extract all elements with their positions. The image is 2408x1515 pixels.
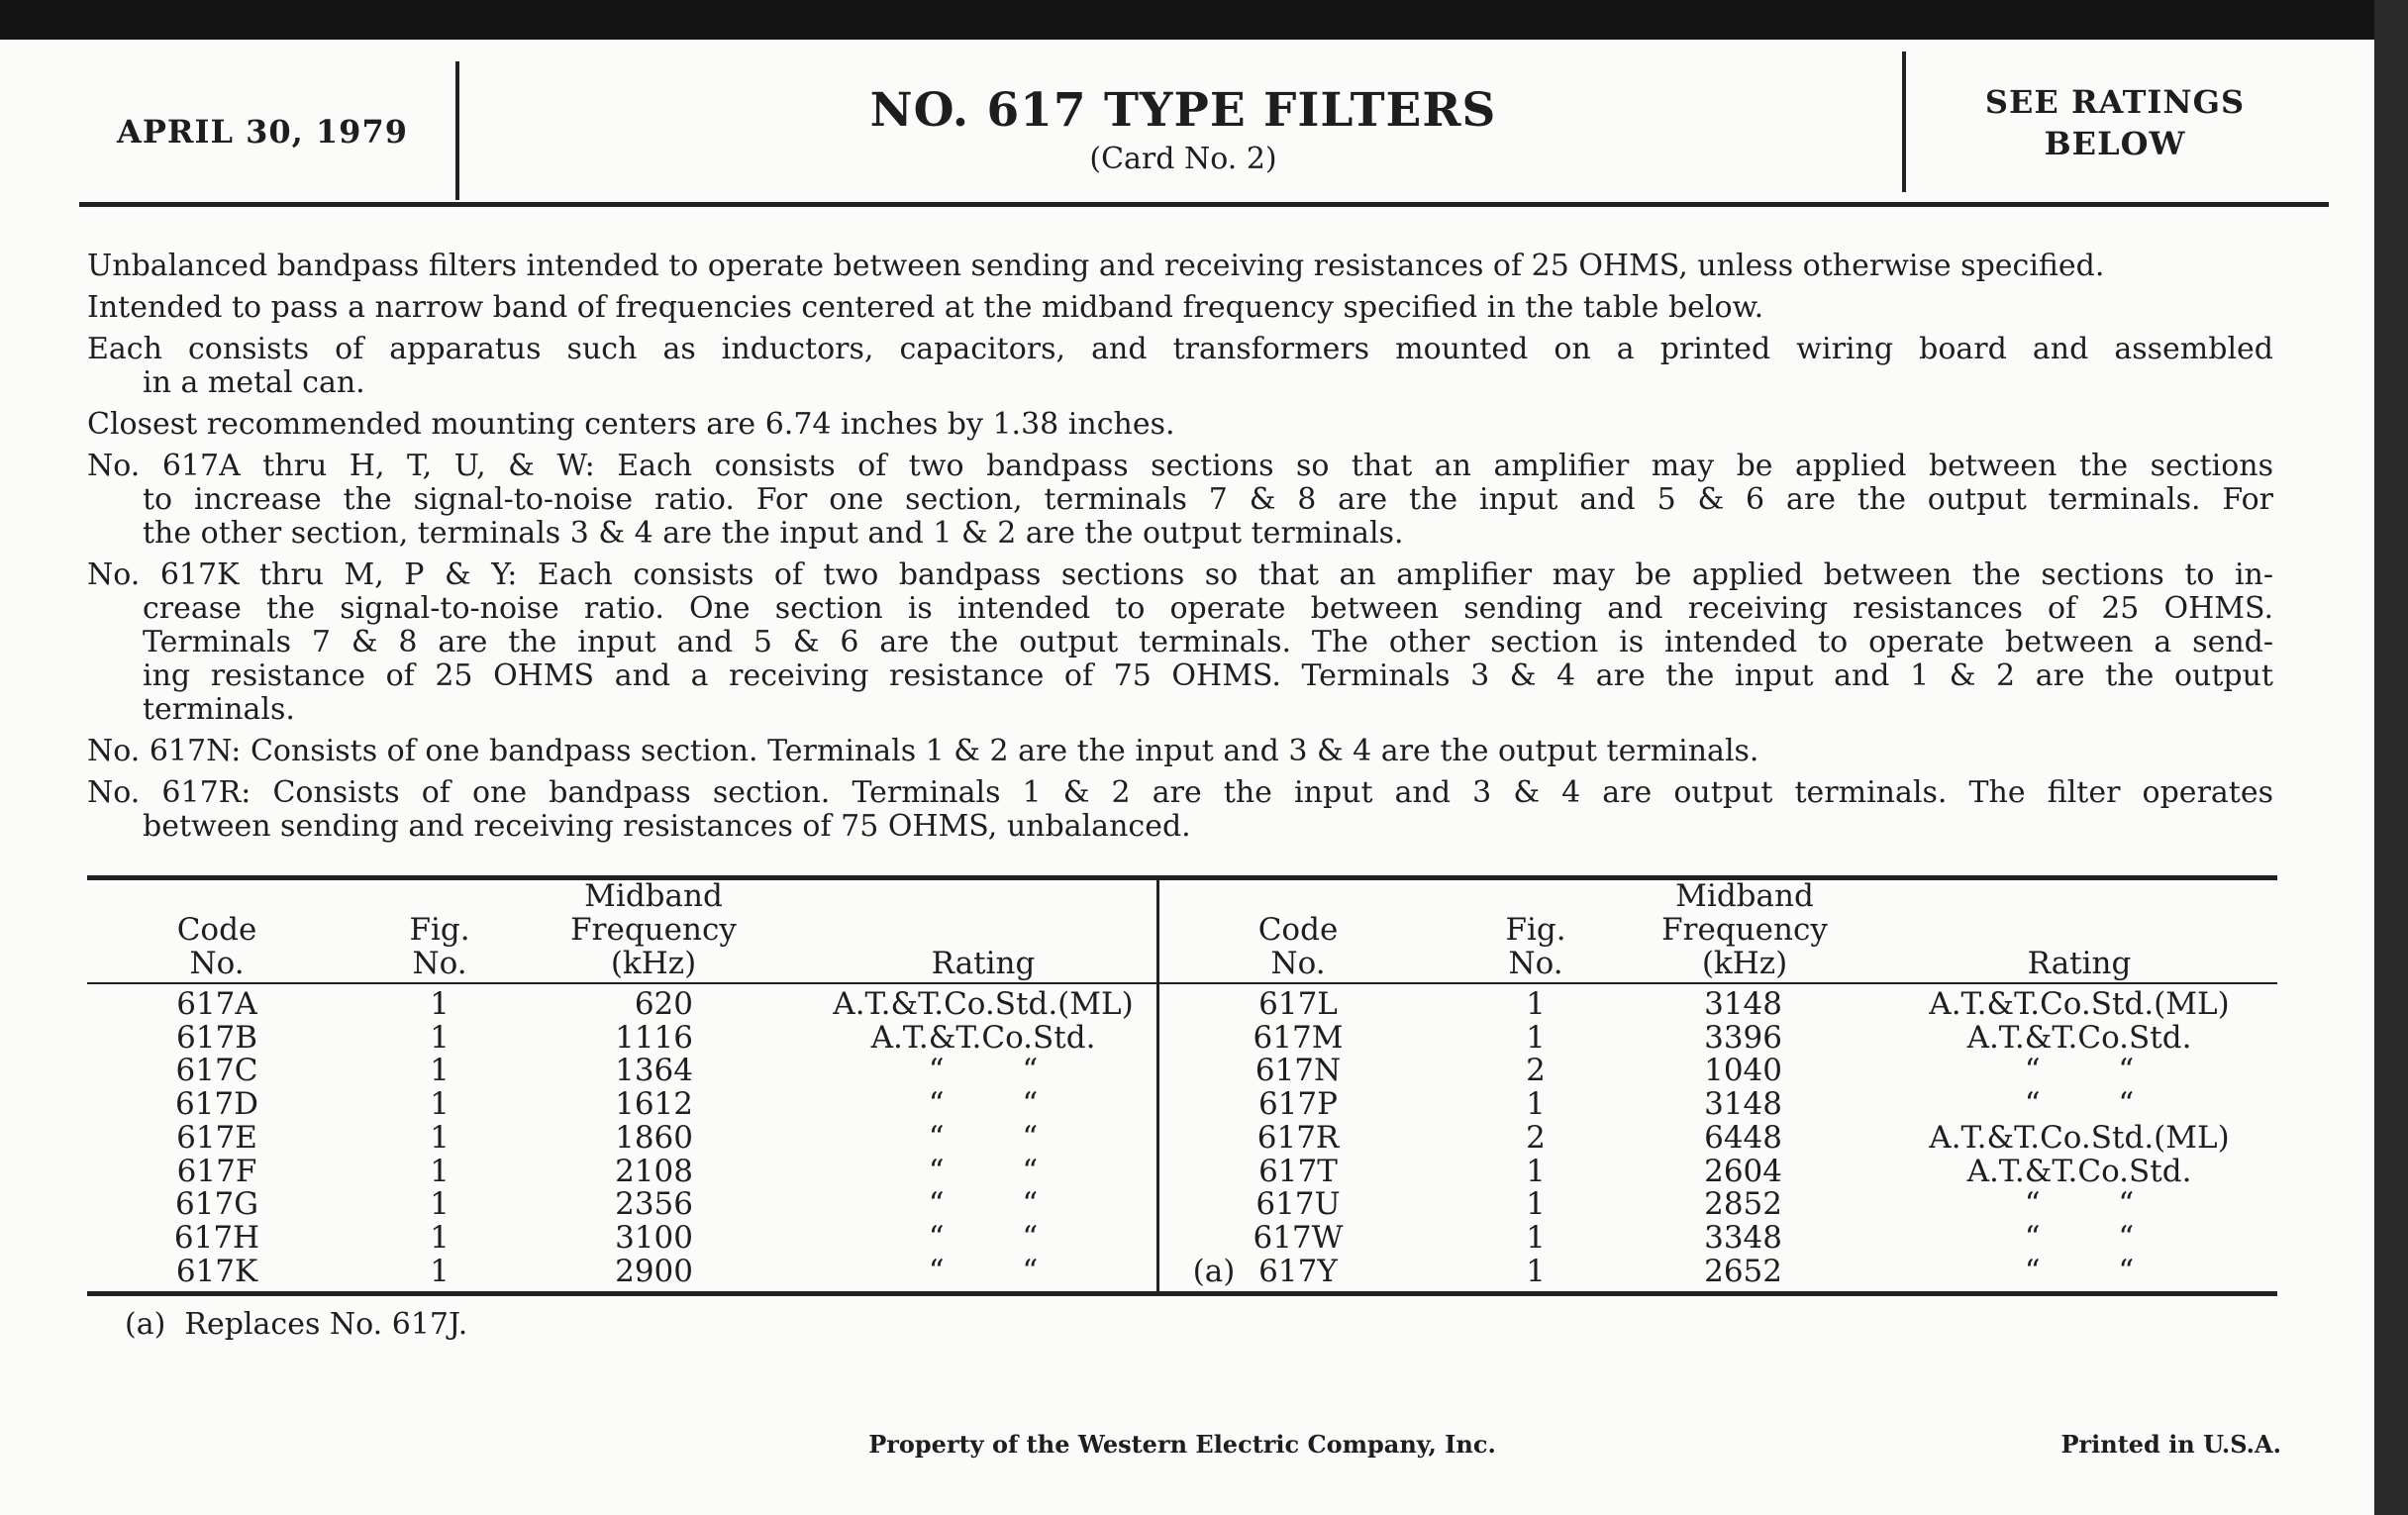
cell-frequency: 1040 — [1704, 1053, 1782, 1089]
cell-rating: A.T.&T.Co.Std. — [1966, 1153, 2192, 1189]
cell-rating: “ “ — [2024, 1053, 2135, 1089]
cell-rating: “ “ — [928, 1086, 1039, 1123]
cell-fig: 1 — [1526, 1186, 1546, 1223]
cell-frequency: 3100 — [615, 1219, 693, 1256]
cell-rating: “ “ — [928, 1119, 1039, 1156]
paragraph — [87, 776, 2273, 844]
table-footnote: (a) Replaces No. 617J. — [125, 1307, 468, 1342]
cell-fig: 1 — [430, 1019, 450, 1056]
paragraph — [87, 250, 2273, 283]
cell-fig: 1 — [430, 1053, 450, 1089]
cell-frequency: 2356 — [615, 1186, 693, 1223]
paragraph — [87, 333, 2273, 400]
scan-right-border — [2374, 0, 2408, 1515]
cell-code: 617L — [1258, 986, 1338, 1022]
paragraph-line: No. 617K thru M, P & Y: Each consists of two bandpass sections so that an amplifier may be applied between the sections to in- — [87, 557, 2273, 592]
table-header-rule — [87, 982, 2277, 984]
cell-fig: 1 — [1526, 1153, 1546, 1189]
cell-code: 617E — [176, 1119, 257, 1156]
cell-rating: “ “ — [928, 1219, 1039, 1256]
column-header-fig: No. — [1508, 946, 1563, 981]
header-divider-left — [455, 61, 459, 200]
cell-rating: A.T.&T.Co.Std.(ML) — [833, 986, 1134, 1022]
ratings-note-line: SEE RATINGS — [1984, 83, 2246, 121]
cell-rating: “ “ — [928, 1153, 1039, 1189]
column-header-code: No. — [1270, 946, 1326, 981]
cell-code: 617D — [174, 1086, 259, 1123]
paragraph — [87, 291, 2273, 325]
cell-frequency: 2604 — [1704, 1153, 1782, 1189]
paragraph-line: in a metal can. — [143, 365, 365, 400]
cell-rating: “ “ — [2024, 1219, 2135, 1256]
cell-rating: “ “ — [2024, 1186, 2135, 1223]
cell-frequency: 2852 — [1704, 1186, 1782, 1223]
table-bottom-rule — [87, 1291, 2277, 1296]
column-header-fig: Fig. — [1505, 912, 1566, 948]
column-header-frequency: (kHz) — [610, 946, 697, 981]
column-header-code: Code — [176, 912, 257, 948]
paragraph-line: Terminals 7 & 8 are the input and 5 & 6 are the output terminals. The other section is intended to operate between a send- — [143, 625, 2273, 659]
cell-frequency: 2108 — [615, 1153, 693, 1189]
cell-code: 617N — [1254, 1053, 1342, 1089]
paragraph-line: Unbalanced bandpass filters intended to operate between sending and receiving resistances of 25 OHMS, unless otherwise specified. — [87, 249, 2105, 283]
cell-frequency: 2900 — [615, 1253, 693, 1289]
table-top-rule — [87, 875, 2277, 880]
cell-fig: 1 — [430, 1186, 450, 1223]
ratings-note — [1921, 81, 2309, 164]
column-header-frequency: Frequency — [570, 912, 737, 948]
paragraph — [87, 735, 2273, 768]
cell-fig: 1 — [430, 1086, 450, 1123]
column-header-frequency: Frequency — [1661, 912, 1828, 948]
cell-code: 617T — [1258, 1153, 1338, 1189]
cell-rating: “ “ — [928, 1186, 1039, 1223]
paragraph — [87, 408, 2273, 442]
cell-frequency: 1364 — [615, 1053, 693, 1089]
column-header-rating: Rating — [931, 946, 1036, 981]
cell-rating: A.T.&T.Co.Std.(ML) — [1929, 986, 2230, 1022]
card-number: (Card No. 2) — [1089, 142, 1277, 176]
column-header-rating: Rating — [2027, 946, 2132, 981]
cell-code: 617H — [173, 1219, 260, 1256]
cell-fig: 1 — [430, 1253, 450, 1289]
cell-rating: A.T.&T.Co.Std.(ML) — [1929, 1119, 2230, 1156]
cell-code: 617M — [1253, 1019, 1344, 1056]
cell-frequency: 620 — [634, 986, 693, 1022]
paragraph-line: Intended to pass a narrow band of frequencies centered at the midband frequency specified in the table below. — [87, 290, 1764, 325]
cell-code: 617C — [175, 1053, 258, 1089]
cell-fig: 1 — [1526, 1086, 1546, 1123]
cell-frequency: 1860 — [615, 1119, 693, 1156]
column-header-frequency: (kHz) — [1701, 946, 1788, 981]
cell-frequency: 3348 — [1704, 1219, 1782, 1256]
cell-fig: 1 — [1526, 1253, 1546, 1289]
header-rule — [79, 202, 2329, 207]
paragraph-line: Each consists of apparatus such as inductors, capacitors, and transformers mounted on a printed wiring board and assembled — [87, 332, 2273, 366]
column-header-frequency: Midband — [584, 878, 723, 914]
cell-frequency: 3396 — [1704, 1019, 1782, 1056]
scan-top-border — [0, 0, 2408, 40]
page-title: NO. 617 TYPE FILTERS — [869, 83, 1497, 138]
cell-code: 617W — [1253, 1219, 1344, 1256]
paragraph-line: to increase the signal-to-noise ratio. For one section, terminals 7 & 8 are the input and 5 & 6 are the output terminals. For — [143, 482, 2273, 517]
cell-fig: 1 — [430, 1219, 450, 1256]
paragraph — [87, 450, 2273, 551]
paragraph-line: No. 617A thru H, T, U, & W: Each consists of two bandpass sections so that an amplifier may be applied between the sections — [87, 449, 2273, 483]
ratings-note-line: BELOW — [2044, 125, 2186, 162]
header-divider-right — [1902, 51, 1906, 192]
cell-code: 617U — [1255, 1186, 1341, 1223]
cell-fig: 1 — [430, 1119, 450, 1156]
paragraph-line: ing resistance of 25 OHMS and a receiving resistance of 75 OHMS. Terminals 3 & 4 are the input and 1 & 2 are the output — [143, 658, 2273, 693]
cell-code: 617Y — [1258, 1253, 1338, 1289]
description-paragraphs — [87, 250, 2273, 852]
footer-property: Property of the Western Electric Company, Inc. — [868, 1430, 1496, 1459]
cell-rating: A.T.&T.Co.Std. — [1966, 1019, 2192, 1056]
cell-rating: “ “ — [2024, 1253, 2135, 1289]
cell-code: 617F — [176, 1153, 257, 1189]
cell-code: 617P — [1257, 1086, 1339, 1123]
paragraph — [87, 558, 2273, 727]
cell-fig: 1 — [1526, 1019, 1546, 1056]
paragraph-line: Closest recommended mounting centers are 6.74 inches by 1.38 inches. — [87, 407, 1175, 442]
paragraph-line: the other section, terminals 3 & 4 are the input and 1 & 2 are the output terminals. — [143, 516, 1404, 551]
cell-code: 617G — [175, 1186, 258, 1223]
row-footnote-marker: (a) — [1192, 1253, 1236, 1289]
cell-frequency: 3148 — [1704, 986, 1782, 1022]
paragraph-line: crease the signal-to-noise ratio. One section is intended to operate between sending and receiving resistances of 25 OHMS. — [143, 591, 2273, 626]
paragraph-line: No. 617R: Consists of one bandpass section. Terminals 1 & 2 are the input and 3 & 4 are output terminals. The filter operates — [87, 775, 2273, 810]
column-header-frequency: Midband — [1675, 878, 1814, 914]
cell-fig: 2 — [1526, 1053, 1546, 1089]
cell-rating: “ “ — [928, 1253, 1039, 1289]
cell-fig: 1 — [430, 1153, 450, 1189]
cell-frequency: 6448 — [1704, 1119, 1782, 1156]
column-header-code: Code — [1257, 912, 1339, 948]
cell-frequency: 1612 — [615, 1086, 693, 1123]
cell-code: 617B — [176, 1019, 257, 1056]
cell-fig: 1 — [1526, 1219, 1546, 1256]
column-header-code: No. — [189, 946, 245, 981]
cell-rating: “ “ — [928, 1053, 1039, 1089]
column-header-fig: No. — [412, 946, 467, 981]
cell-code: 617K — [175, 1253, 258, 1289]
cell-fig: 2 — [1526, 1119, 1546, 1156]
paragraph-line: No. 617N: Consists of one bandpass section. Terminals 1 & 2 are the input and 3 & 4 are the output terminals. — [87, 734, 1759, 768]
cell-fig: 1 — [1526, 986, 1546, 1022]
paragraph-line: between sending and receiving resistances of 75 OHMS, unbalanced. — [143, 809, 1191, 844]
cell-rating: “ “ — [2024, 1086, 2135, 1123]
cell-frequency: 3148 — [1704, 1086, 1782, 1123]
paragraph-line: terminals. — [143, 692, 295, 727]
cell-fig: 1 — [430, 986, 450, 1022]
cell-frequency: 1116 — [615, 1019, 693, 1056]
table-center-divider — [1156, 877, 1159, 1293]
cell-rating: A.T.&T.Co.Std. — [870, 1019, 1096, 1056]
cell-frequency: 2652 — [1704, 1253, 1782, 1289]
card-date: APRIL 30, 1979 — [117, 113, 408, 151]
cell-code: 617A — [176, 986, 257, 1022]
column-header-fig: Fig. — [409, 912, 470, 948]
footer-printed: Printed in U.S.A. — [2060, 1430, 2281, 1459]
cell-code: 617R — [1256, 1119, 1340, 1156]
